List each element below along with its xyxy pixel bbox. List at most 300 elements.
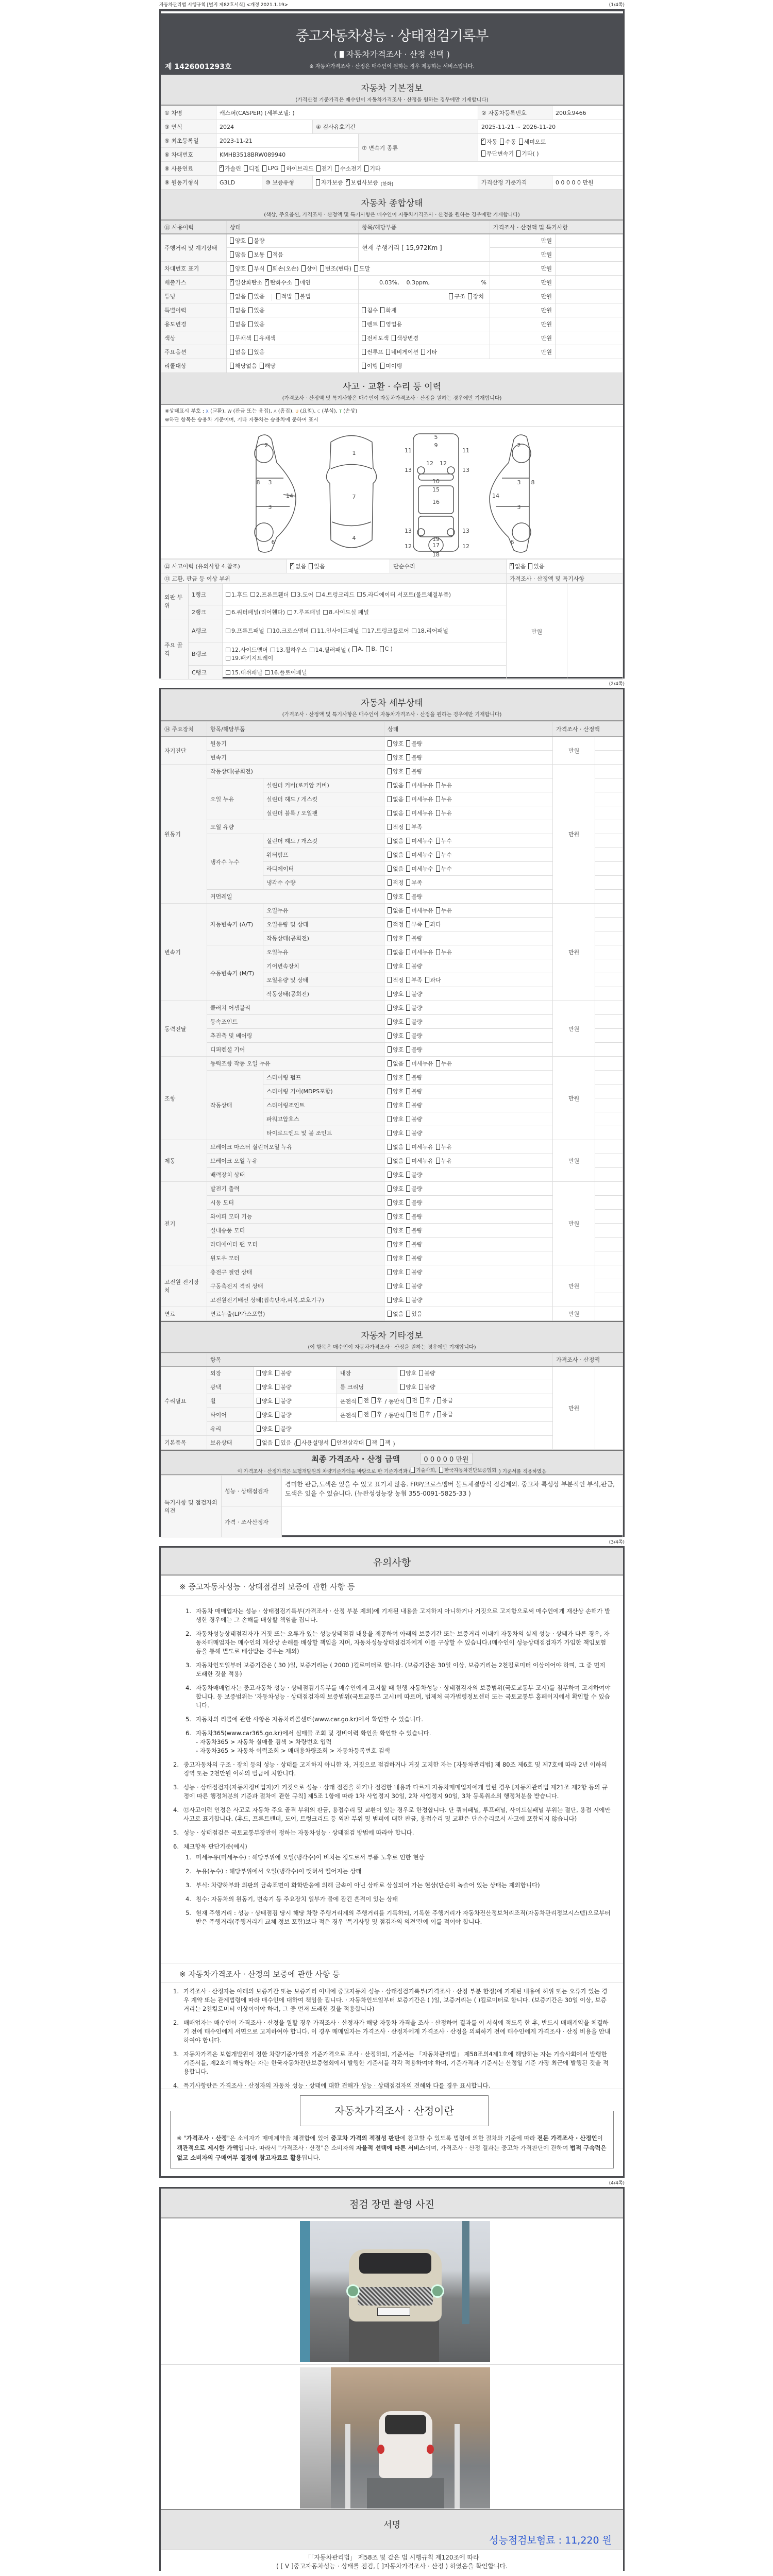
checkbox-option[interactable] (388, 1004, 404, 1012)
checkbox[interactable] (380, 646, 384, 652)
checkbox-option[interactable] (406, 865, 433, 873)
checkbox-option[interactable] (275, 1425, 291, 1433)
checkbox-option[interactable] (230, 334, 251, 342)
rear-photo[interactable] (300, 2367, 490, 2509)
remark[interactable] (556, 317, 623, 331)
remark[interactable] (595, 737, 623, 751)
checkbox[interactable] (265, 670, 270, 675)
checkbox-option[interactable] (449, 292, 465, 300)
checkbox-option[interactable] (388, 948, 404, 956)
checkbox-option[interactable] (291, 590, 313, 599)
checkbox[interactable] (275, 1439, 279, 1446)
checkbox[interactable] (244, 165, 248, 172)
checkbox-option[interactable] (267, 264, 299, 273)
checkbox[interactable] (291, 592, 296, 597)
checkbox-option[interactable] (407, 1396, 417, 1404)
checkbox-option[interactable] (420, 1396, 431, 1404)
checkbox[interactable] (275, 1384, 279, 1390)
checkbox-option[interactable] (388, 809, 404, 817)
checkbox[interactable] (380, 363, 384, 369)
checkbox-option[interactable] (388, 1171, 404, 1179)
checkbox-option[interactable] (437, 1410, 453, 1418)
checkbox[interactable] (362, 349, 366, 355)
remark[interactable] (595, 1238, 623, 1251)
checkbox-option[interactable] (276, 292, 292, 300)
remark[interactable] (595, 848, 623, 862)
checkbox-option[interactable] (309, 562, 325, 570)
checkbox-option[interactable] (230, 320, 246, 328)
remark[interactable] (567, 584, 623, 680)
remark[interactable] (595, 904, 623, 918)
checkbox[interactable] (406, 1311, 410, 1317)
checkbox[interactable] (257, 1439, 261, 1446)
checkbox[interactable] (406, 1158, 410, 1164)
checkbox-option[interactable] (357, 590, 451, 599)
checkbox-option[interactable] (248, 320, 264, 328)
checkbox[interactable] (406, 866, 410, 872)
checkbox[interactable] (320, 265, 324, 272)
checkbox-option[interactable] (406, 920, 422, 928)
checkbox[interactable] (366, 646, 370, 652)
checkbox-option[interactable] (406, 1045, 422, 1054)
checkbox-option[interactable] (316, 178, 343, 187)
checkbox[interactable] (449, 293, 453, 299)
checkbox[interactable] (388, 754, 392, 760)
checkbox-option[interactable] (436, 809, 452, 817)
checkbox-option[interactable] (406, 1073, 422, 1081)
checkbox[interactable] (275, 1370, 279, 1376)
checkbox-option[interactable] (406, 1171, 422, 1179)
checkbox-option[interactable] (406, 1212, 422, 1221)
checkbox-option[interactable] (436, 906, 452, 914)
checkbox[interactable] (260, 363, 264, 369)
remark[interactable] (556, 303, 623, 317)
checkbox[interactable] (362, 629, 366, 633)
remark[interactable] (595, 1279, 623, 1293)
checkbox[interactable] (406, 740, 410, 747)
checkbox[interactable] (436, 810, 440, 816)
checkbox[interactable] (388, 963, 392, 969)
checkbox-option[interactable] (301, 264, 317, 273)
checkbox-option[interactable] (295, 278, 311, 286)
checkbox[interactable] (388, 1241, 392, 1247)
checkbox[interactable] (406, 838, 410, 844)
checkbox-option[interactable] (362, 626, 409, 635)
checkbox[interactable] (420, 1397, 424, 1403)
checkbox[interactable] (436, 949, 440, 955)
checkbox[interactable] (406, 1269, 410, 1275)
checkbox[interactable] (257, 1412, 261, 1418)
checkbox[interactable] (437, 1397, 441, 1403)
checkbox[interactable] (406, 1102, 410, 1108)
checkbox[interactable] (281, 165, 285, 172)
checkbox[interactable] (257, 1426, 261, 1432)
checkbox[interactable] (519, 139, 523, 145)
checkbox[interactable] (257, 1398, 261, 1404)
checkbox[interactable] (406, 1255, 410, 1261)
checkbox[interactable] (406, 1241, 410, 1247)
checkbox-option[interactable] (406, 1087, 422, 1095)
checkbox[interactable] (276, 293, 280, 299)
checkbox-option[interactable] (335, 164, 362, 173)
checkbox[interactable] (388, 824, 392, 830)
checkbox[interactable] (406, 1130, 410, 1136)
checkbox[interactable] (500, 139, 504, 145)
checkbox[interactable] (437, 1411, 441, 1417)
checkbox-option[interactable] (406, 851, 433, 859)
checkbox-option[interactable] (388, 1254, 404, 1262)
checkbox-option[interactable] (226, 654, 273, 662)
checkbox-option[interactable] (248, 264, 264, 273)
remark[interactable] (595, 1154, 623, 1168)
checkbox-option[interactable] (388, 892, 404, 901)
checkbox[interactable] (254, 335, 258, 341)
remark[interactable] (595, 1182, 623, 1196)
remark[interactable] (595, 931, 623, 945)
checkbox-option[interactable] (257, 1397, 273, 1405)
checkbox[interactable] (406, 1060, 410, 1066)
checkbox-option[interactable] (226, 608, 285, 616)
checkbox[interactable] (388, 1116, 392, 1122)
checkbox[interactable] (528, 563, 532, 569)
checkbox-option[interactable] (388, 823, 404, 831)
checkbox-option[interactable] (296, 1438, 329, 1447)
remark[interactable] (556, 331, 623, 345)
remark[interactable] (595, 1126, 623, 1140)
checkbox-option[interactable] (388, 878, 404, 887)
checkbox[interactable] (309, 563, 313, 569)
checkbox-option[interactable] (362, 306, 378, 314)
checkbox-option[interactable] (248, 236, 264, 245)
checkbox-option[interactable] (406, 837, 433, 845)
checkbox[interactable] (406, 1213, 410, 1219)
checkbox-option[interactable] (406, 1282, 422, 1290)
checkbox[interactable] (419, 1384, 423, 1390)
checkbox-option[interactable] (406, 1198, 422, 1207)
checkbox-option[interactable] (406, 1115, 422, 1123)
checkbox[interactable] (388, 991, 392, 997)
checkbox-option[interactable] (290, 562, 306, 570)
remark[interactable] (595, 765, 623, 778)
checkbox-option[interactable] (267, 626, 309, 635)
checkbox-option[interactable] (388, 1018, 404, 1026)
remark[interactable] (595, 918, 623, 931)
checkbox[interactable] (230, 335, 234, 341)
checkbox[interactable] (230, 349, 234, 355)
remark[interactable] (595, 959, 623, 973)
checkbox-option[interactable] (406, 1031, 422, 1040)
checkbox-option[interactable] (421, 348, 437, 356)
remark[interactable] (556, 234, 623, 248)
checkbox-option[interactable] (406, 1101, 422, 1109)
checkbox-option[interactable] (516, 149, 539, 158)
checkbox-option[interactable] (388, 1310, 404, 1318)
remark[interactable] (556, 262, 623, 276)
checkbox[interactable] (407, 1411, 411, 1417)
remark[interactable] (595, 1098, 623, 1112)
checkbox-option[interactable] (388, 795, 404, 803)
checkbox[interactable] (406, 963, 410, 969)
checkbox[interactable] (406, 796, 410, 802)
checkbox-option[interactable] (358, 1396, 369, 1404)
remark[interactable] (595, 1265, 623, 1279)
checkbox[interactable] (316, 179, 320, 185)
checkbox-option[interactable] (406, 1184, 422, 1193)
remark[interactable] (556, 276, 623, 290)
checkbox[interactable] (257, 1384, 261, 1390)
checkbox-option[interactable] (388, 865, 404, 873)
checkbox[interactable] (388, 1032, 392, 1039)
checkbox-option[interactable] (372, 1410, 382, 1418)
checkbox[interactable] (248, 238, 253, 244)
checkbox[interactable] (388, 921, 392, 927)
checkbox[interactable] (388, 1088, 392, 1094)
checkbox-option[interactable] (248, 306, 264, 314)
checkbox[interactable] (439, 1467, 443, 1473)
checkbox-option[interactable] (406, 1240, 422, 1248)
checkbox[interactable] (230, 279, 234, 285)
checkbox-option[interactable] (230, 362, 257, 370)
remark[interactable] (595, 862, 623, 876)
checkbox[interactable] (400, 1384, 405, 1390)
checkbox[interactable] (331, 1439, 335, 1446)
checkbox[interactable] (400, 1370, 405, 1376)
checkbox-option[interactable] (388, 934, 404, 942)
checkbox-option[interactable] (257, 1438, 273, 1447)
checkbox[interactable] (388, 1074, 392, 1080)
checkbox-option[interactable] (388, 1296, 404, 1304)
checkbox-option[interactable] (230, 306, 246, 314)
checkbox-option[interactable] (388, 1212, 404, 1221)
checkbox[interactable] (425, 977, 429, 983)
remark[interactable] (595, 1140, 623, 1154)
checkbox-option[interactable] (481, 138, 497, 146)
checkbox[interactable] (248, 307, 253, 313)
checkbox[interactable] (436, 1158, 440, 1164)
checkbox[interactable] (362, 335, 366, 341)
checkbox-option[interactable] (407, 1410, 417, 1418)
checkbox[interactable] (406, 1283, 410, 1289)
checkbox[interactable] (406, 810, 410, 816)
checkbox[interactable] (352, 646, 357, 652)
checkbox-option[interactable] (406, 1157, 433, 1165)
checkbox[interactable] (406, 907, 410, 913)
checkbox-option[interactable] (406, 990, 422, 998)
checkbox[interactable] (388, 935, 392, 941)
checkbox[interactable] (226, 610, 230, 615)
checkbox[interactable] (388, 977, 392, 983)
remark[interactable] (595, 945, 623, 959)
checkbox-option[interactable] (244, 164, 260, 173)
checkbox[interactable] (226, 629, 230, 633)
checkbox[interactable] (406, 782, 410, 788)
checkbox-option[interactable] (411, 1466, 436, 1473)
checkbox-option[interactable] (510, 562, 526, 570)
checkbox[interactable] (436, 1060, 440, 1066)
checkbox[interactable] (386, 349, 390, 355)
checkbox-option[interactable] (388, 1129, 404, 1137)
checkbox[interactable] (406, 768, 410, 774)
checkbox-option[interactable] (388, 1268, 404, 1276)
remark[interactable] (595, 1210, 623, 1224)
checkbox[interactable] (406, 1046, 410, 1053)
checkbox[interactable] (481, 150, 485, 157)
checkbox-option[interactable] (288, 608, 321, 616)
checkbox-option[interactable] (406, 1226, 422, 1234)
checkbox-option[interactable] (406, 948, 433, 956)
checkbox-option[interactable] (358, 1410, 369, 1418)
checkbox-option[interactable] (267, 250, 283, 259)
selection-checkbox[interactable] (340, 51, 344, 58)
checkbox[interactable] (230, 238, 234, 244)
checkbox-option[interactable] (275, 1369, 291, 1377)
checkbox-option[interactable] (388, 990, 404, 998)
checkbox-option[interactable] (388, 1045, 404, 1054)
checkbox-option[interactable] (406, 739, 422, 748)
checkbox-option[interactable] (406, 1268, 422, 1276)
checkbox[interactable] (392, 335, 396, 341)
checkbox-option[interactable] (380, 646, 393, 652)
checkbox[interactable] (411, 1467, 415, 1473)
checkbox[interactable] (372, 1397, 376, 1403)
checkbox[interactable] (267, 251, 272, 258)
checkbox-option[interactable] (406, 781, 433, 789)
checkbox-option[interactable] (366, 646, 377, 652)
checkbox-option[interactable] (406, 906, 433, 914)
checkbox-option[interactable] (400, 1369, 416, 1377)
checkbox[interactable] (301, 265, 306, 272)
checkbox-option[interactable] (380, 1438, 391, 1447)
checkbox[interactable] (388, 768, 392, 774)
checkbox[interactable] (335, 165, 339, 172)
checkbox-option[interactable] (380, 362, 402, 370)
checkbox[interactable] (406, 949, 410, 955)
checkbox-option[interactable] (406, 892, 422, 901)
remark[interactable] (595, 778, 623, 792)
checkbox[interactable] (406, 921, 410, 927)
checkbox-option[interactable] (388, 1115, 404, 1123)
checkbox-option[interactable] (388, 906, 404, 914)
checkbox-option[interactable] (436, 851, 452, 859)
checkbox[interactable] (388, 852, 392, 858)
checkbox-option[interactable] (230, 236, 246, 245)
checkbox[interactable] (388, 740, 392, 747)
checkbox-option[interactable] (388, 851, 404, 859)
checkbox-option[interactable] (386, 348, 418, 356)
remark[interactable] (556, 345, 623, 359)
checkbox-option[interactable] (230, 250, 246, 259)
checkbox-option[interactable] (226, 646, 268, 654)
checkbox-option[interactable] (392, 334, 419, 342)
checkbox-option[interactable] (406, 823, 422, 831)
checkbox[interactable] (288, 610, 292, 615)
checkbox-option[interactable] (436, 795, 452, 803)
checkbox[interactable] (516, 150, 520, 157)
checkbox[interactable] (226, 670, 230, 675)
checkbox-option[interactable] (406, 976, 422, 984)
checkbox-option[interactable] (388, 781, 404, 789)
checkbox-option[interactable] (436, 1157, 452, 1165)
checkbox[interactable] (406, 935, 410, 941)
checkbox[interactable] (388, 1199, 392, 1206)
checkbox[interactable] (407, 1397, 411, 1403)
checkbox[interactable] (388, 796, 392, 802)
checkbox-option[interactable] (248, 348, 264, 356)
checkbox[interactable] (388, 1019, 392, 1025)
checkbox-option[interactable] (388, 1198, 404, 1207)
checkbox[interactable] (311, 629, 316, 633)
checkbox-option[interactable] (406, 1310, 422, 1318)
remark[interactable] (595, 1071, 623, 1084)
checkbox-option[interactable] (364, 164, 380, 173)
checkbox[interactable] (421, 349, 425, 355)
checkbox-option[interactable] (388, 1184, 404, 1193)
checkbox[interactable] (354, 265, 358, 272)
checkbox[interactable] (406, 1227, 410, 1233)
checkbox[interactable] (406, 824, 410, 830)
checkbox-option[interactable] (388, 920, 404, 928)
checkbox[interactable] (388, 1227, 392, 1233)
checkbox[interactable] (316, 165, 321, 172)
checkbox-option[interactable] (436, 865, 452, 873)
remark[interactable] (595, 1224, 623, 1238)
checkbox[interactable] (388, 1185, 392, 1192)
remark[interactable] (595, 1293, 623, 1307)
checkbox-option[interactable] (230, 348, 246, 356)
checkbox[interactable] (295, 279, 299, 285)
checkbox[interactable] (275, 1412, 279, 1418)
checkbox[interactable] (388, 1255, 392, 1261)
checkbox-option[interactable] (366, 1438, 377, 1447)
checkbox-option[interactable] (372, 1396, 382, 1404)
checkbox-option[interactable] (388, 753, 404, 761)
checkbox-option[interactable] (230, 292, 246, 300)
checkbox[interactable] (406, 1172, 410, 1178)
remark[interactable] (595, 973, 623, 987)
checkbox[interactable] (388, 1311, 392, 1317)
checkbox-option[interactable] (481, 149, 514, 158)
checkbox[interactable] (275, 1398, 279, 1404)
checkbox[interactable] (380, 307, 384, 313)
checkbox[interactable] (230, 293, 234, 299)
checkbox[interactable] (265, 279, 269, 285)
checkbox-option[interactable] (406, 1129, 422, 1137)
checkbox[interactable] (364, 165, 368, 172)
checkbox[interactable] (388, 1158, 392, 1164)
remark[interactable] (595, 751, 623, 765)
checkbox-option[interactable] (406, 809, 433, 817)
checkbox[interactable] (262, 165, 266, 172)
checkbox[interactable] (406, 1088, 410, 1094)
checkbox-option[interactable] (320, 264, 351, 273)
checkbox-option[interactable] (226, 626, 264, 635)
checkbox-option[interactable] (406, 1254, 422, 1262)
checkbox[interactable] (436, 866, 440, 872)
checkbox[interactable] (406, 879, 410, 886)
checkbox-option[interactable] (425, 920, 441, 928)
checkbox[interactable] (406, 1019, 410, 1025)
checkbox-option[interactable] (352, 646, 363, 652)
checkbox[interactable] (406, 1185, 410, 1192)
checkbox[interactable] (388, 1005, 392, 1011)
checkbox-option[interactable] (275, 1397, 291, 1405)
checkbox-option[interactable] (230, 278, 262, 286)
checkbox-option[interactable] (362, 362, 378, 370)
checkbox-option[interactable] (260, 362, 276, 370)
remark[interactable] (595, 876, 623, 890)
checkbox-option[interactable] (406, 878, 422, 887)
checkbox-option[interactable] (419, 1383, 435, 1391)
